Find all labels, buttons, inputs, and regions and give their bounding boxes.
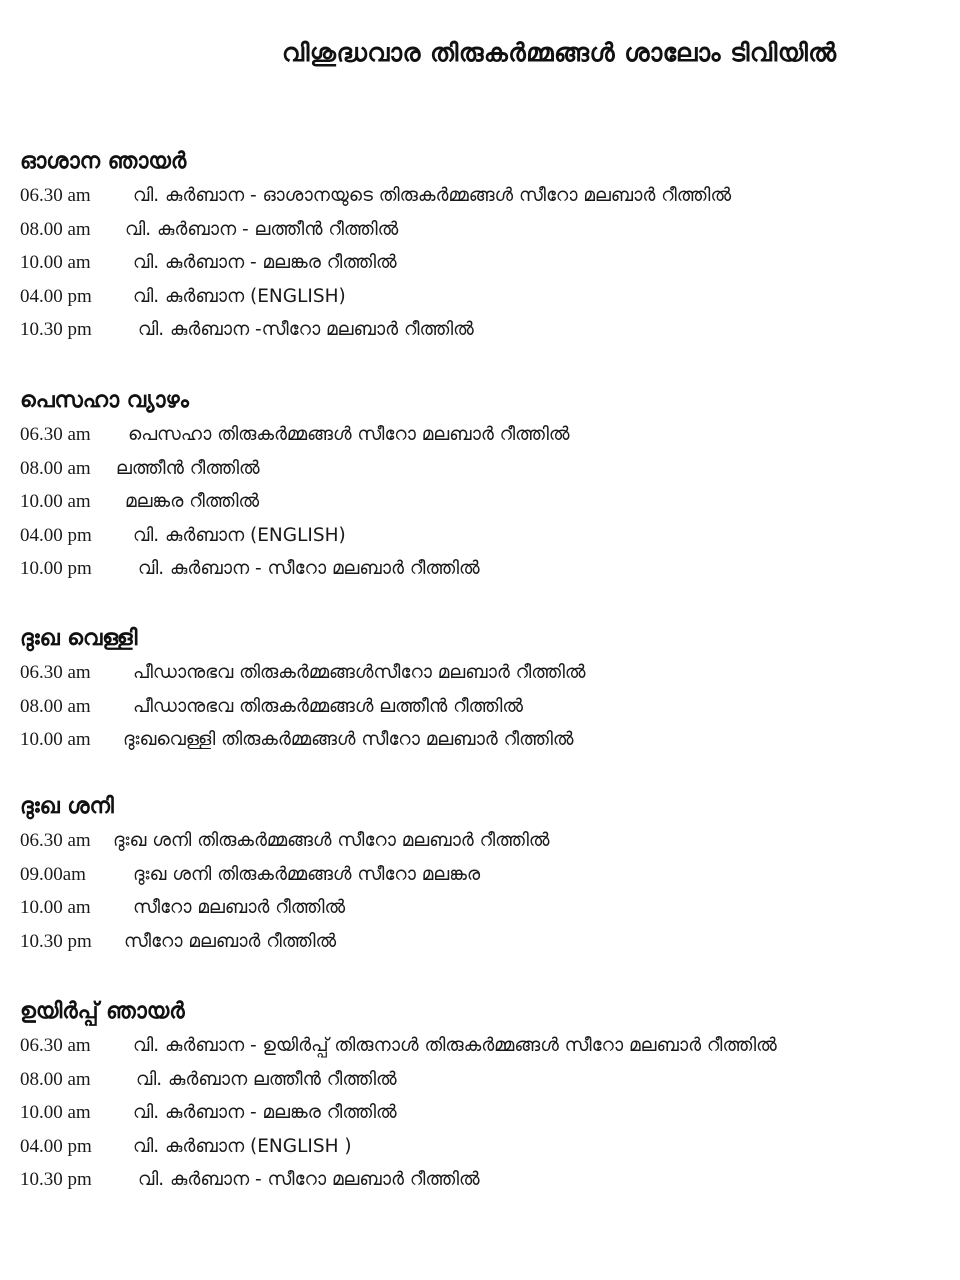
- schedule-row: [20, 858, 950, 892]
- schedule-description: വി. കുർബാന - മലങ്കര റീത്തിൽ: [133, 252, 397, 273]
- schedule-time: 04.00 pm: [20, 1135, 92, 1157]
- schedule-description: വി. കുർബാന - സീറോ മലബാർ റീത്തിൽ: [138, 558, 480, 579]
- schedule-description: ദുഃഖ ശനി തിരുകർമ്മങ്ങൾ സീറോ മലങ്കര: [133, 863, 481, 885]
- schedule-time: 04.00 pm: [20, 524, 92, 546]
- schedule-row: [20, 1096, 950, 1130]
- schedule-row: [20, 246, 950, 280]
- schedule-description: വി. കുർബാന (ENGLISH): [133, 524, 346, 546]
- schedule-time: 10.00 am: [20, 491, 91, 512]
- schedule-time: 10.30 pm: [20, 930, 92, 952]
- schedule-description: പീഡാനുഭവ തിരുകർമ്മങ്ങൾസീറോ മലബാർ റീത്തിൽ: [133, 662, 586, 683]
- schedule-row: [20, 891, 950, 925]
- section-easter-sunday: [20, 995, 950, 1197]
- section-heading: ഉയിർപ്പ് ഞായർ: [20, 999, 185, 1024]
- schedule-row: [20, 723, 950, 757]
- schedule-description: ലത്തീൻ റീത്തിൽ: [116, 457, 260, 479]
- schedule-time: 10.00 am: [20, 1102, 91, 1123]
- schedule-time: 09.00am: [20, 863, 86, 885]
- section-heading: ദുഃഖ വെള്ളി: [20, 626, 138, 651]
- schedule-time: 06.30 am: [20, 424, 91, 445]
- schedule-time: 10.00 am: [20, 729, 91, 750]
- section-heading: ദുഃഖ ശനി: [20, 794, 114, 819]
- schedule-time: 08.00 am: [20, 218, 91, 240]
- schedule-time: 10.00 am: [20, 897, 91, 918]
- schedule-row: [20, 452, 950, 486]
- schedule-row: [20, 179, 950, 213]
- schedule-description: വി. കുർബാന (ENGLISH ): [133, 1135, 352, 1157]
- schedule-description: സീറോ മലബാർ റീത്തിൽ: [124, 930, 337, 952]
- schedule-description: സീറോ മലബാർ റീത്തിൽ: [133, 897, 346, 918]
- section-palm-sunday: [20, 145, 950, 347]
- section-good-friday: [20, 622, 950, 757]
- schedule-description: വി. കുർബാന - ലത്തീൻ റീത്തിൽ: [125, 218, 399, 240]
- schedule-row: [20, 1029, 950, 1063]
- schedule-time: 08.00 am: [20, 695, 91, 717]
- schedule-row: [20, 552, 950, 586]
- schedule-time: 06.30 am: [20, 662, 91, 683]
- schedule-row: [20, 656, 950, 690]
- schedule-time: 06.30 am: [20, 1035, 91, 1056]
- schedule-description: വി. കുർബാന - ഉയിർപ്പ് തിരുനാൾ തിരുകർമ്മങ്ങൾ സീറോ മലബാർ റീത്തിൽ: [133, 1035, 777, 1056]
- schedule-row: [20, 313, 950, 347]
- schedule-description: പീഡാനുഭവ തിരുകർമ്മങ്ങൾ ലത്തീൻ റീത്തിൽ: [133, 695, 523, 717]
- schedule-description: വി. കുർബാന (ENGLISH): [133, 285, 346, 307]
- schedule-row: [20, 1063, 950, 1097]
- schedule-time: 08.00 am: [20, 457, 91, 479]
- schedule-row: [20, 824, 950, 858]
- section-heading: പെസഹാ വ്യാഴം: [20, 388, 189, 413]
- schedule-description: മലങ്കര റീത്തിൽ: [125, 491, 260, 512]
- schedule-description: ദുഃഖവെള്ളി തിരുകർമ്മങ്ങൾ സീറോ മലബാർ റീത്തിൽ: [123, 729, 574, 750]
- schedule-row: [20, 1163, 950, 1197]
- schedule-description: വി. കുർബാന - സീറോ മലബാർ റീത്തിൽ: [138, 1169, 480, 1190]
- schedule-description: വി. കുർബാന - മലങ്കര റീത്തിൽ: [133, 1102, 397, 1123]
- schedule-description: പെസഹാ തിരുകർമ്മങ്ങൾ സീറോ മലബാർ റീത്തിൽ: [128, 424, 570, 445]
- section-holy-saturday: [20, 790, 950, 958]
- schedule-time: 06.30 am: [20, 830, 91, 851]
- schedule-time: 08.00 am: [20, 1068, 91, 1090]
- page-title: വിശുദ്ധവാര തിരുകർമ്മങ്ങൾ ശാലോം ടിവിയിൽ: [282, 38, 837, 67]
- schedule-description: വി. കുർബാന - ഓശാനയുടെ തിരുകർമ്മങ്ങൾ സീറോ മലബാർ റീത്തിൽ: [133, 185, 732, 206]
- schedule-time: 10.30 pm: [20, 319, 92, 340]
- section-heading: ഓശാന ഞായർ: [20, 149, 187, 174]
- schedule-time: 10.30 pm: [20, 1169, 92, 1190]
- schedule-row: [20, 519, 950, 553]
- section-maundy-thursday: [20, 384, 950, 586]
- schedule-description: ദുഃഖ ശനി തിരുകർമ്മങ്ങൾ സീറോ മലബാർ റീത്തിൽ: [113, 830, 550, 851]
- schedule-description: വി. കുർബാന ലത്തീൻ റീത്തിൽ: [136, 1068, 397, 1090]
- schedule-row: [20, 213, 950, 247]
- schedule-description: വി. കുർബാന -സീറോ മലബാർ റീത്തിൽ: [138, 319, 474, 340]
- schedule-row: [20, 690, 950, 724]
- schedule-row: [20, 925, 950, 959]
- schedule-time: 06.30 am: [20, 185, 91, 206]
- schedule-time: 10.00 pm: [20, 558, 92, 579]
- schedule-row: [20, 485, 950, 519]
- schedule-row: [20, 1130, 950, 1164]
- schedule-time: 10.00 am: [20, 252, 91, 273]
- schedule-row: [20, 280, 950, 314]
- schedule-time: 04.00 pm: [20, 285, 92, 307]
- schedule-row: [20, 418, 950, 452]
